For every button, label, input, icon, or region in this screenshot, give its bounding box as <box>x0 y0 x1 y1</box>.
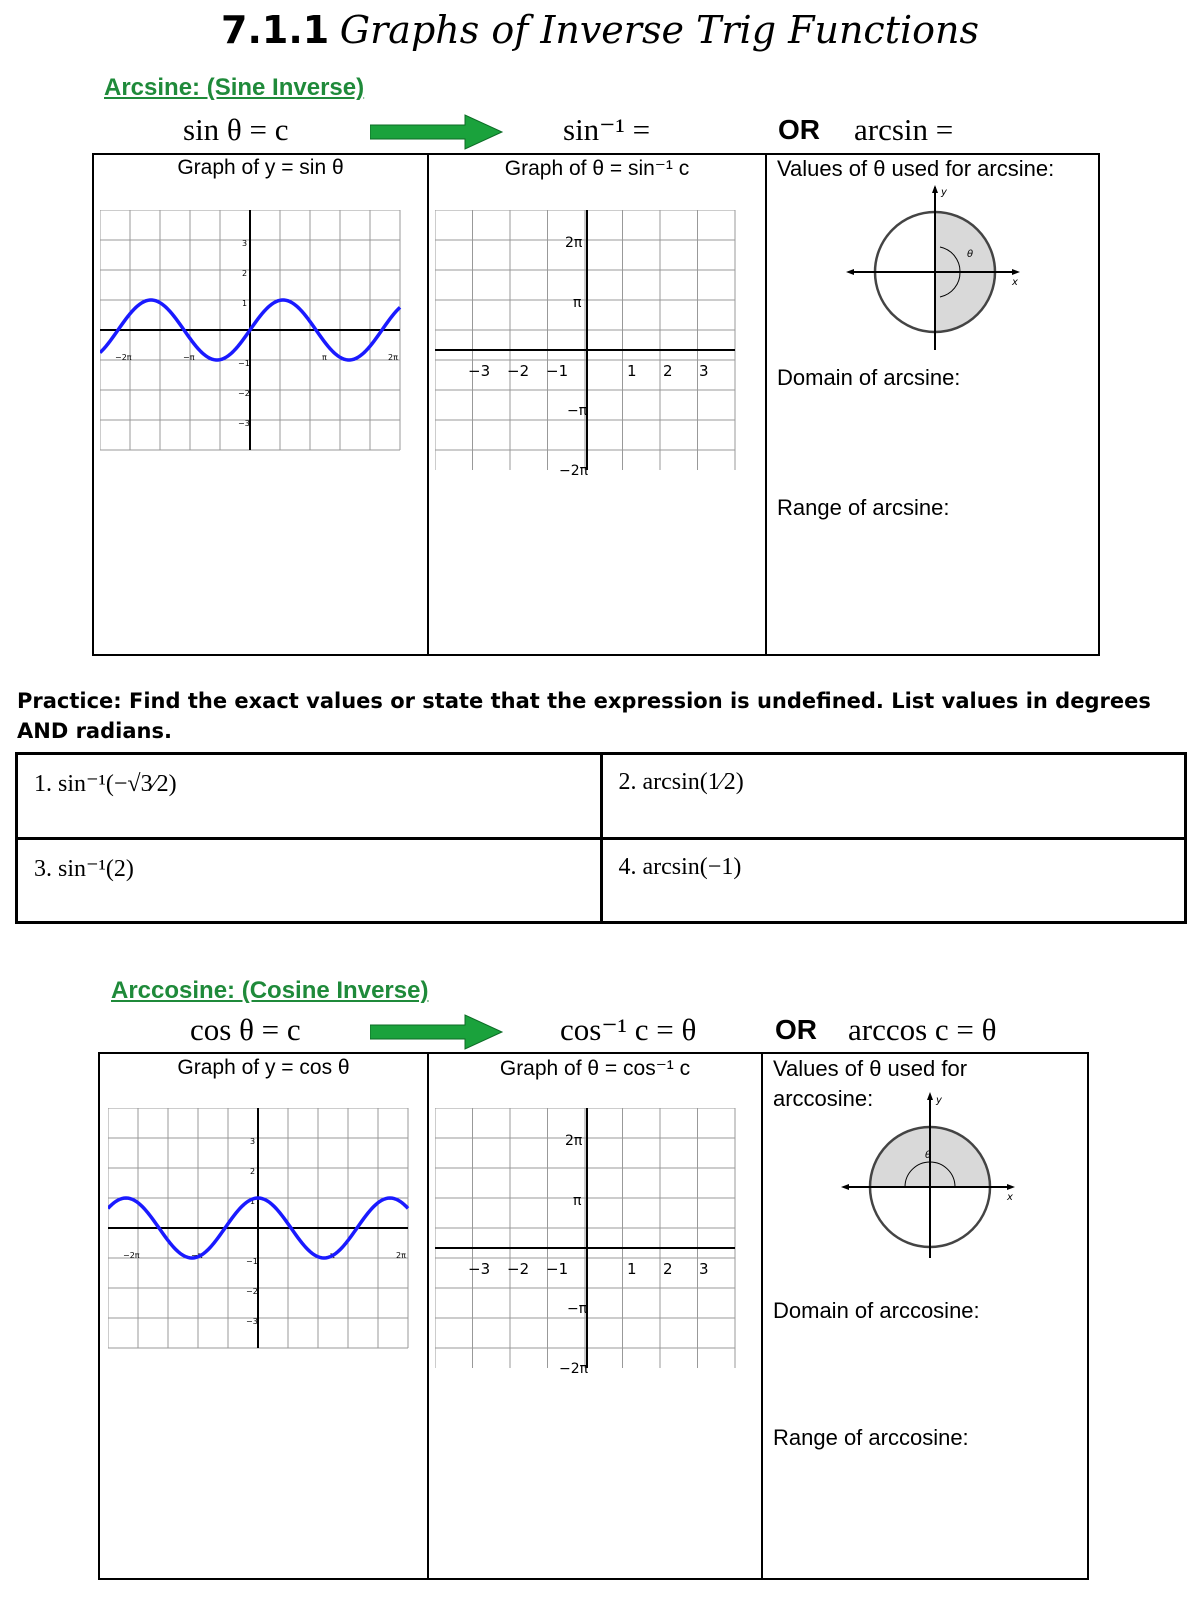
practice-4: 4. arcsin(−1) <box>601 838 1186 923</box>
right-arrow-icon <box>370 114 505 150</box>
arcsine-divider-1 <box>427 153 429 656</box>
arccosine-caption-2: Graph of θ = cos⁻¹ c <box>499 1057 691 1080</box>
inv-x-label: 1 <box>627 362 637 380</box>
trig-y-label: −3 <box>238 419 250 428</box>
trig-y-label: −1 <box>238 359 250 368</box>
trig-x-label: −π <box>191 1251 203 1260</box>
trig-y-label: 3 <box>242 239 248 248</box>
trig-y-label: 1 <box>242 299 248 308</box>
inv-x-label: −2 <box>507 1260 530 1278</box>
arccosine-caption-1: Graph of y = cos θ <box>177 1056 350 1079</box>
inv-x-label: 1 <box>627 1260 637 1278</box>
inv-y-label: −2π <box>559 463 589 479</box>
arccosine-values-label-2: arccosine: <box>773 1086 874 1111</box>
arcsine-divider-2 <box>765 153 767 656</box>
arccosine-divider-2 <box>761 1052 763 1580</box>
arccosine-domain-label: Domain of arccosine: <box>773 1298 980 1323</box>
arccosine-eq-right: arccos c = θ <box>848 1012 997 1047</box>
uc-theta-label: θ <box>967 249 974 260</box>
uc-x-label: x <box>1012 277 1018 288</box>
inv-x-label: 2 <box>663 362 673 380</box>
inv-y-label: π <box>573 1193 582 1209</box>
practice-2: 2. arcsin(1⁄2) <box>601 754 1186 839</box>
trig-x-label: −2π <box>123 1251 140 1260</box>
trig-y-label: 1 <box>250 1197 256 1206</box>
practice-3: 3. sin⁻¹(2) <box>17 838 602 923</box>
trig-x-label: −2π <box>115 353 132 362</box>
arcsine-eq-left: sin θ = c <box>183 112 289 147</box>
arccosine-values-label: Values of θ used for <box>773 1056 968 1081</box>
inv-x-label: −2 <box>507 362 530 380</box>
arcsine-unit-circle <box>840 185 1030 355</box>
uc-x-label: x <box>1007 1192 1013 1203</box>
trig-y-label: −2 <box>238 389 250 398</box>
arcsine-heading: Arcsine: (Sine Inverse) <box>104 74 365 101</box>
inv-y-label: −2π <box>559 1361 589 1377</box>
page-title: 7.1.1 Graphs of Inverse Trig Functions <box>221 8 979 52</box>
cosine-graph <box>108 1108 428 1358</box>
sine-graph <box>100 210 420 460</box>
arcsine-caption-1: Graph of y = sin θ <box>177 156 344 179</box>
inv-x-label: 2 <box>663 1260 673 1278</box>
arccosine-heading: Arccosine: (Cosine Inverse) <box>111 977 429 1004</box>
trig-x-label: −π <box>183 353 195 362</box>
trig-y-label: 3 <box>250 1137 256 1146</box>
arcsine-eq-mid: sin⁻¹ = <box>563 112 651 147</box>
trig-y-label: 2 <box>242 269 248 278</box>
uc-y-label: y <box>941 187 947 198</box>
inv-x-label: 3 <box>699 362 709 380</box>
arcsine-or: OR <box>778 114 820 145</box>
arccosine-unit-circle <box>835 1090 1025 1260</box>
trig-x-label: 2π <box>388 353 398 362</box>
uc-theta-label: θ <box>925 1150 932 1161</box>
inv-y-label: −π <box>567 403 588 419</box>
inv-x-label: −1 <box>546 362 569 380</box>
inv-x-label: −1 <box>546 1260 569 1278</box>
uc-y-label: y <box>936 1095 942 1106</box>
trig-y-label: −3 <box>246 1317 258 1326</box>
arcsine-graph <box>435 210 755 480</box>
arcsine-domain-label: Domain of arcsine: <box>777 365 961 390</box>
arccosine-graph <box>435 1108 755 1378</box>
trig-y-label: 2 <box>250 1167 256 1176</box>
arccosine-range-label: Range of arccosine: <box>773 1425 969 1450</box>
inv-y-label: π <box>573 295 582 311</box>
arcsine-eq-right: arcsin = <box>854 112 954 147</box>
arccosine-eq-left: cos θ = c <box>190 1012 301 1047</box>
arccosine-eq-mid: cos⁻¹ c = θ <box>560 1012 697 1047</box>
arcsine-range-label: Range of arcsine: <box>777 495 950 520</box>
arcsine-caption-2: Graph of θ = sin⁻¹ c <box>504 157 690 180</box>
inv-y-label: 2π <box>565 1133 583 1149</box>
inv-x-label: −3 <box>468 1260 491 1278</box>
inv-y-label: −π <box>567 1301 588 1317</box>
practice-1: 1. sin⁻¹(−√3⁄2) <box>17 754 602 839</box>
inv-y-label: 2π <box>565 235 583 251</box>
trig-y-label: −2 <box>246 1287 258 1296</box>
right-arrow-icon <box>370 1014 505 1050</box>
trig-y-label: −1 <box>246 1257 258 1266</box>
arcsine-values-label: Values of θ used for arcsine: <box>777 156 1055 181</box>
inv-x-label: −3 <box>468 362 491 380</box>
arccosine-or: OR <box>775 1014 817 1045</box>
trig-x-label: π <box>322 353 327 362</box>
trig-x-label: 2π <box>396 1251 406 1260</box>
trig-x-label: π <box>330 1251 335 1260</box>
inv-x-label: 3 <box>699 1260 709 1278</box>
practice-instruction: Practice: Find the exact values or state that the expression is undefined. List values in degrees AND radians. <box>17 689 1151 743</box>
practice-table <box>15 752 1187 924</box>
